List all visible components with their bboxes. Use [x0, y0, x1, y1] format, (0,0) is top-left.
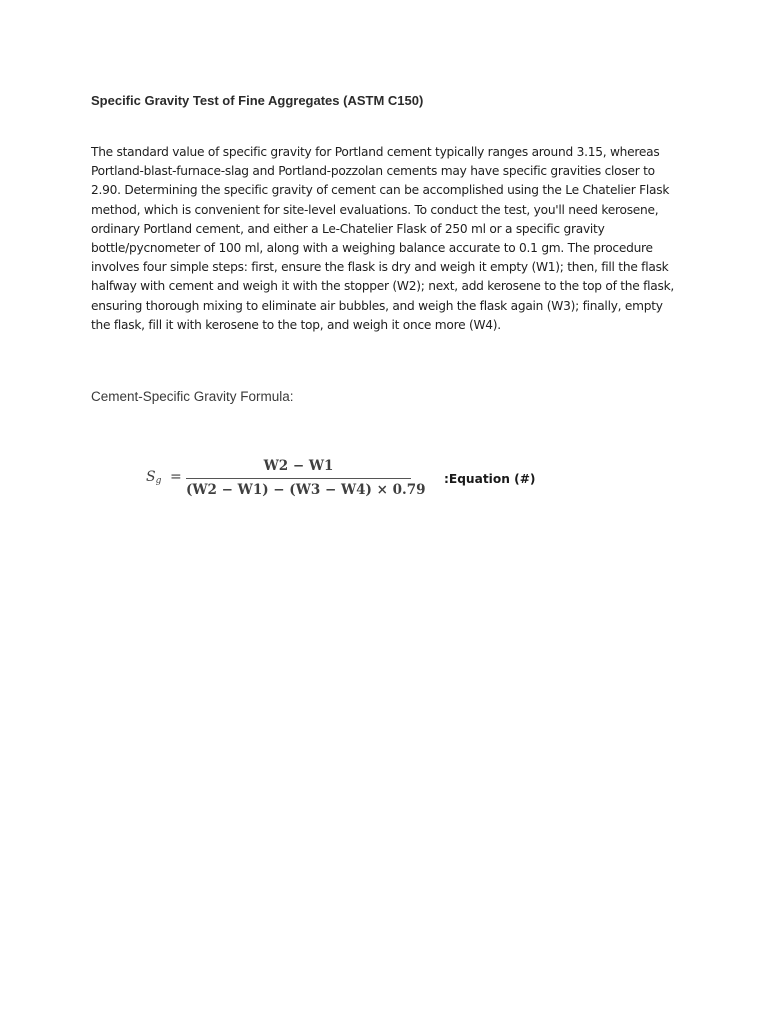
- formula-heading: Cement-Specific Gravity Formula:: [91, 389, 294, 404]
- fraction-bar: [186, 478, 411, 479]
- body-paragraph: The standard value of specific gravity for Portland cement typically ranges around 3.15, whereas Portland-blast-furnace-slag and Portland-pozzolan cements may have specific gravities closer to 2.90. Determining the specific gravity of cement can be accomplished using the Le Chatelier Flask method, which is convenient for site-level evaluations. To conduct the test, you'll need kerosene, ordinary Portland cement, and either a Le-Chatelier Flask of 250 ml or a specific gravity bottle/pycnometer of 100 ml, along with a weighing balance accurate to 0.1 gm. The procedure involves four simple steps: first, ensure the flask is dry and weigh it empty (W1); then, fill the flask halfway with cement and weigh it with the stopper (W2); next, add kerosene to the top of the flask, ensuring thorough mixing to eliminate air bubbles, and weigh the flask again (W3); finally, empty the flask, fill it with kerosene to the top, and weigh it once more (W4).: [91, 145, 675, 332]
- equation-lhs-subscript: g: [155, 476, 162, 486]
- equation-fraction: [186, 456, 426, 502]
- equation-numerator: W2 − W1: [263, 458, 334, 474]
- specific-gravity-equation: [146, 456, 426, 502]
- document-title: Specific Gravity Test of Fine Aggregates (ASTM C150): [91, 93, 424, 108]
- equation-label: :Equation (#): [444, 472, 536, 486]
- equation-equals-sign: =: [170, 469, 182, 485]
- equation-lhs-symbol: S: [146, 469, 156, 485]
- equation-denominator: (W2 − W1) − (W3 − W4) × 0.79: [186, 482, 426, 498]
- equation-lhs: [146, 469, 161, 486]
